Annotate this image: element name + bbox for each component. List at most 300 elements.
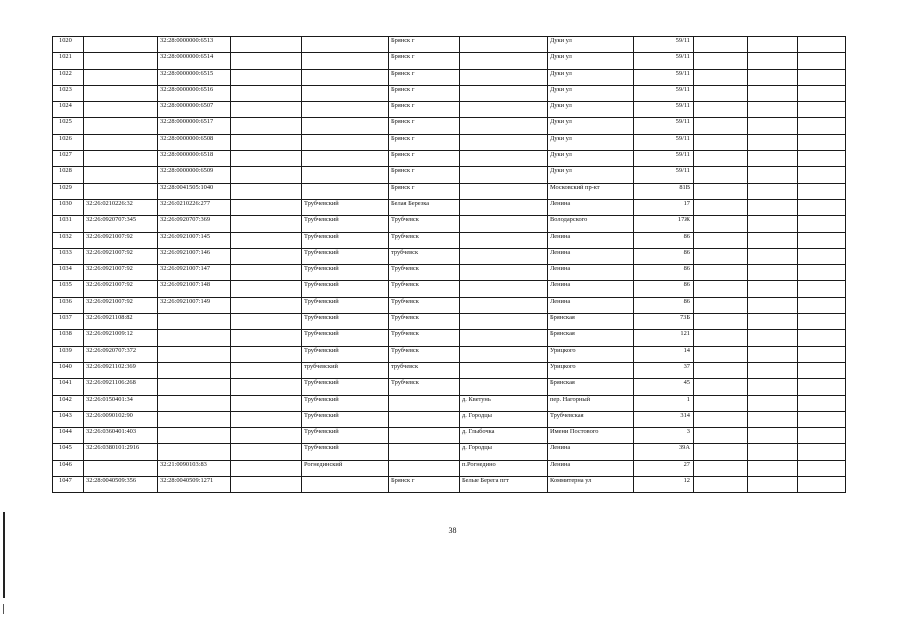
cadastral-number-1-cell: 32:26:0921007:92	[84, 297, 158, 313]
empty-cell	[748, 102, 798, 118]
empty-cell	[748, 444, 798, 460]
street-cell: Дуки ул	[548, 118, 634, 134]
empty-cell	[694, 167, 748, 183]
settlement-cell	[460, 314, 548, 330]
cadastral-number-2-cell	[158, 411, 231, 427]
column-3-cell	[231, 281, 302, 297]
cadastral-number-1-cell	[84, 167, 158, 183]
empty-cell	[748, 460, 798, 476]
register-table-container	[52, 36, 846, 493]
city-cell: Брянск г	[389, 102, 460, 118]
cadastral-number-2-cell: 32:28:0000000:6509	[158, 167, 231, 183]
cadastral-number-2-cell	[158, 346, 231, 362]
cadastral-number-1-cell	[84, 151, 158, 167]
table-row	[53, 53, 846, 69]
empty-cell	[798, 460, 846, 476]
cadastral-number-1-cell: 32:26:0380101:2916	[84, 444, 158, 460]
empty-cell	[798, 216, 846, 232]
empty-cell	[798, 232, 846, 248]
street-cell: Ленина	[548, 297, 634, 313]
empty-cell	[748, 53, 798, 69]
empty-cell	[694, 330, 748, 346]
district-cell: Трубчевский	[302, 379, 389, 395]
column-3-cell	[231, 53, 302, 69]
settlement-cell	[460, 151, 548, 167]
settlement-cell	[460, 232, 548, 248]
table-row	[53, 265, 846, 281]
empty-cell	[694, 281, 748, 297]
table-row	[53, 362, 846, 378]
empty-cell	[694, 199, 748, 215]
settlement-cell	[460, 69, 548, 85]
cadastral-number-2-cell: 32:26:0921007:146	[158, 248, 231, 264]
district-cell: Трубчевский	[302, 232, 389, 248]
settlement-cell: д. Глыбочка	[460, 428, 548, 444]
row-number-cell: 1044	[53, 428, 84, 444]
settlement-cell	[460, 330, 548, 346]
empty-cell	[798, 362, 846, 378]
column-3-cell	[231, 102, 302, 118]
cadastral-number-2-cell: 32:28:0000000:6514	[158, 53, 231, 69]
table-row	[53, 232, 846, 248]
house-number-cell: 86	[634, 232, 694, 248]
column-3-cell	[231, 199, 302, 215]
district-cell	[302, 118, 389, 134]
column-3-cell	[231, 183, 302, 199]
cadastral-number-2-cell: 32:26:0920707:369	[158, 216, 231, 232]
cadastral-number-1-cell: 32:26:0921007:92	[84, 248, 158, 264]
cadastral-number-2-cell: 32:26:0921007:147	[158, 265, 231, 281]
city-cell: Трубчевск	[389, 232, 460, 248]
empty-cell	[694, 248, 748, 264]
row-number-cell: 1039	[53, 346, 84, 362]
empty-cell	[748, 281, 798, 297]
house-number-cell: 86	[634, 281, 694, 297]
cadastral-number-1-cell	[84, 118, 158, 134]
table-row	[53, 297, 846, 313]
city-cell: Брянск г	[389, 134, 460, 150]
cadastral-number-1-cell: 32:26:0921108:82	[84, 314, 158, 330]
street-cell: Брянская	[548, 314, 634, 330]
empty-cell	[798, 314, 846, 330]
empty-cell	[694, 428, 748, 444]
empty-cell	[748, 167, 798, 183]
column-3-cell	[231, 69, 302, 85]
house-number-cell: 14	[634, 346, 694, 362]
city-cell: Брянск г	[389, 53, 460, 69]
empty-cell	[748, 183, 798, 199]
empty-cell	[694, 37, 748, 53]
table-row	[53, 134, 846, 150]
table-row	[53, 444, 846, 460]
house-number-cell: 59/11	[634, 102, 694, 118]
district-cell	[302, 53, 389, 69]
empty-cell	[694, 216, 748, 232]
row-number-cell: 1040	[53, 362, 84, 378]
empty-cell	[798, 118, 846, 134]
city-cell: Брянск г	[389, 37, 460, 53]
row-number-cell: 1033	[53, 248, 84, 264]
empty-cell	[694, 362, 748, 378]
table-row	[53, 314, 846, 330]
street-cell: Ленина	[548, 444, 634, 460]
empty-cell	[798, 53, 846, 69]
house-number-cell: 12	[634, 477, 694, 493]
house-number-cell: 59/11	[634, 151, 694, 167]
column-3-cell	[231, 477, 302, 493]
table-row	[53, 411, 846, 427]
empty-cell	[798, 428, 846, 444]
cadastral-number-2-cell	[158, 379, 231, 395]
street-cell: пер. Нагорный	[548, 395, 634, 411]
house-number-cell: 27	[634, 460, 694, 476]
street-cell: Дуки ул	[548, 37, 634, 53]
district-cell: Трубчевский	[302, 265, 389, 281]
city-cell: Трубчевск	[389, 265, 460, 281]
city-cell: Брянск г	[389, 85, 460, 101]
house-number-cell: 59/11	[634, 134, 694, 150]
table-row	[53, 281, 846, 297]
settlement-cell	[460, 281, 548, 297]
empty-cell	[748, 362, 798, 378]
empty-cell	[694, 460, 748, 476]
house-number-cell: 39А	[634, 444, 694, 460]
cadastral-number-1-cell: 32:26:0921007:92	[84, 281, 158, 297]
house-number-cell: 59/11	[634, 53, 694, 69]
table-row	[53, 151, 846, 167]
row-number-cell: 1026	[53, 134, 84, 150]
empty-cell	[798, 37, 846, 53]
column-3-cell	[231, 118, 302, 134]
empty-cell	[748, 297, 798, 313]
column-3-cell	[231, 330, 302, 346]
cadastral-number-2-cell	[158, 362, 231, 378]
district-cell: Трубчевский	[302, 346, 389, 362]
district-cell: Трубчевский	[302, 395, 389, 411]
row-number-cell: 1045	[53, 444, 84, 460]
house-number-cell: 59/11	[634, 167, 694, 183]
settlement-cell: д. Кветунь	[460, 395, 548, 411]
column-3-cell	[231, 411, 302, 427]
city-cell: Белая Березка	[389, 199, 460, 215]
column-3-cell	[231, 314, 302, 330]
empty-cell	[748, 199, 798, 215]
cadastral-number-1-cell	[84, 134, 158, 150]
street-cell: Брянская	[548, 330, 634, 346]
empty-cell	[694, 118, 748, 134]
row-number-cell: 1023	[53, 85, 84, 101]
column-3-cell	[231, 151, 302, 167]
district-cell: Трубчевский	[302, 297, 389, 313]
cadastral-number-1-cell: 32:26:0920707:372	[84, 346, 158, 362]
empty-cell	[694, 477, 748, 493]
scan-edge-mark	[3, 512, 5, 598]
row-number-cell: 1047	[53, 477, 84, 493]
street-cell: Дуки ул	[548, 53, 634, 69]
district-cell: Трубчевский	[302, 444, 389, 460]
table-row	[53, 346, 846, 362]
empty-cell	[694, 151, 748, 167]
row-number-cell: 1022	[53, 69, 84, 85]
empty-cell	[748, 314, 798, 330]
row-number-cell: 1031	[53, 216, 84, 232]
empty-cell	[798, 102, 846, 118]
table-row	[53, 330, 846, 346]
table-row	[53, 69, 846, 85]
empty-cell	[798, 151, 846, 167]
empty-cell	[748, 265, 798, 281]
cadastral-number-1-cell	[84, 69, 158, 85]
street-cell: Дуки ул	[548, 69, 634, 85]
row-number-cell: 1021	[53, 53, 84, 69]
district-cell	[302, 69, 389, 85]
empty-cell	[694, 183, 748, 199]
district-cell: Трубчевский	[302, 281, 389, 297]
empty-cell	[748, 248, 798, 264]
city-cell	[389, 411, 460, 427]
settlement-cell	[460, 216, 548, 232]
cadastral-number-2-cell: 32:28:0000000:6518	[158, 151, 231, 167]
empty-cell	[694, 379, 748, 395]
cadastral-number-1-cell: 32:26:0921007:92	[84, 265, 158, 281]
column-3-cell	[231, 248, 302, 264]
empty-cell	[694, 297, 748, 313]
city-cell: Брянск г	[389, 477, 460, 493]
street-cell: Ленина	[548, 199, 634, 215]
district-cell	[302, 102, 389, 118]
cadastral-number-2-cell: 32:21:0090103:83	[158, 460, 231, 476]
empty-cell	[798, 444, 846, 460]
table-row	[53, 428, 846, 444]
empty-cell	[798, 248, 846, 264]
row-number-cell: 1038	[53, 330, 84, 346]
street-cell: Ленина	[548, 232, 634, 248]
district-cell	[302, 37, 389, 53]
settlement-cell	[460, 199, 548, 215]
cadastral-number-1-cell	[84, 37, 158, 53]
table-row	[53, 167, 846, 183]
empty-cell	[748, 379, 798, 395]
column-3-cell	[231, 379, 302, 395]
empty-cell	[748, 330, 798, 346]
column-3-cell	[231, 85, 302, 101]
house-number-cell: 17Ж	[634, 216, 694, 232]
empty-cell	[694, 395, 748, 411]
column-3-cell	[231, 297, 302, 313]
empty-cell	[694, 314, 748, 330]
cadastral-number-2-cell: 32:28:0041505:1040	[158, 183, 231, 199]
city-cell: Брянск г	[389, 151, 460, 167]
row-number-cell: 1041	[53, 379, 84, 395]
street-cell: Московский пр-кт	[548, 183, 634, 199]
settlement-cell	[460, 102, 548, 118]
row-number-cell: 1046	[53, 460, 84, 476]
house-number-cell: 59/11	[634, 85, 694, 101]
register-table-body	[53, 37, 846, 493]
row-number-cell: 1027	[53, 151, 84, 167]
street-cell: Урицкого	[548, 362, 634, 378]
settlement-cell	[460, 183, 548, 199]
district-cell: Рогнединский	[302, 460, 389, 476]
cadastral-number-1-cell	[84, 102, 158, 118]
empty-cell	[748, 69, 798, 85]
cadastral-number-2-cell: 32:26:0921007:149	[158, 297, 231, 313]
city-cell: Брянск г	[389, 183, 460, 199]
street-cell: Дуки ул	[548, 102, 634, 118]
cadastral-number-2-cell	[158, 428, 231, 444]
column-3-cell	[231, 428, 302, 444]
cadastral-number-1-cell: 32:26:0921106:268	[84, 379, 158, 395]
empty-cell	[798, 199, 846, 215]
empty-cell	[748, 134, 798, 150]
cadastral-number-2-cell: 32:28:0040509:1271	[158, 477, 231, 493]
district-cell	[302, 134, 389, 150]
row-number-cell: 1035	[53, 281, 84, 297]
city-cell: трубчевск	[389, 248, 460, 264]
row-number-cell: 1020	[53, 37, 84, 53]
house-number-cell: 81В	[634, 183, 694, 199]
street-cell: Коммитерна ул	[548, 477, 634, 493]
street-cell: Дуки ул	[548, 134, 634, 150]
row-number-cell: 1043	[53, 411, 84, 427]
empty-cell	[798, 69, 846, 85]
row-number-cell: 1024	[53, 102, 84, 118]
district-cell	[302, 477, 389, 493]
district-cell	[302, 183, 389, 199]
empty-cell	[748, 395, 798, 411]
city-cell: Трубчевск	[389, 330, 460, 346]
row-number-cell: 1037	[53, 314, 84, 330]
table-row	[53, 183, 846, 199]
row-number-cell: 1036	[53, 297, 84, 313]
cadastral-number-2-cell: 32:28:0000000:6508	[158, 134, 231, 150]
street-cell: Имени Постового	[548, 428, 634, 444]
table-row	[53, 199, 846, 215]
district-cell: Трубчевский	[302, 199, 389, 215]
cadastral-number-1-cell	[84, 460, 158, 476]
row-number-cell: 1032	[53, 232, 84, 248]
city-cell	[389, 395, 460, 411]
empty-cell	[694, 134, 748, 150]
city-cell: Трубчевск	[389, 216, 460, 232]
cadastral-number-1-cell: 32:26:0090102:90	[84, 411, 158, 427]
cadastral-number-2-cell	[158, 395, 231, 411]
table-row	[53, 460, 846, 476]
house-number-cell: 45	[634, 379, 694, 395]
district-cell: Трубчевский	[302, 411, 389, 427]
city-cell: Трубчевск	[389, 297, 460, 313]
cadastral-number-2-cell	[158, 314, 231, 330]
empty-cell	[798, 281, 846, 297]
column-3-cell	[231, 216, 302, 232]
district-cell: Трубчевский	[302, 216, 389, 232]
empty-cell	[694, 69, 748, 85]
city-cell: трубчевск	[389, 362, 460, 378]
empty-cell	[748, 411, 798, 427]
empty-cell	[694, 232, 748, 248]
column-3-cell	[231, 444, 302, 460]
cadastral-number-2-cell: 32:26:0921007:148	[158, 281, 231, 297]
settlement-cell: Белые Берега пгт	[460, 477, 548, 493]
empty-cell	[798, 85, 846, 101]
street-cell: Володарского	[548, 216, 634, 232]
register-table	[52, 36, 846, 493]
empty-cell	[694, 85, 748, 101]
column-3-cell	[231, 362, 302, 378]
settlement-cell: д. Городцы	[460, 444, 548, 460]
empty-cell	[694, 411, 748, 427]
empty-cell	[798, 183, 846, 199]
house-number-cell: 37	[634, 362, 694, 378]
row-number-cell: 1025	[53, 118, 84, 134]
cadastral-number-2-cell: 32:26:0921007:145	[158, 232, 231, 248]
street-cell: Дуки ул	[548, 85, 634, 101]
table-row	[53, 118, 846, 134]
settlement-cell: п.Рогнедино	[460, 460, 548, 476]
house-number-cell: 59/11	[634, 118, 694, 134]
settlement-cell	[460, 167, 548, 183]
empty-cell	[748, 37, 798, 53]
cadastral-number-2-cell: 32:28:0000000:6517	[158, 118, 231, 134]
table-row	[53, 379, 846, 395]
table-row	[53, 395, 846, 411]
row-number-cell: 1028	[53, 167, 84, 183]
empty-cell	[748, 232, 798, 248]
column-3-cell	[231, 460, 302, 476]
city-cell	[389, 428, 460, 444]
street-cell: Ленина	[548, 281, 634, 297]
cadastral-number-2-cell: 32:28:0000000:6515	[158, 69, 231, 85]
house-number-cell: 17	[634, 199, 694, 215]
empty-cell	[694, 444, 748, 460]
house-number-cell: 86	[634, 248, 694, 264]
house-number-cell: 86	[634, 265, 694, 281]
empty-cell	[798, 411, 846, 427]
house-number-cell: 86	[634, 297, 694, 313]
table-row	[53, 248, 846, 264]
settlement-cell	[460, 85, 548, 101]
house-number-cell: 121	[634, 330, 694, 346]
cadastral-number-1-cell	[84, 85, 158, 101]
empty-cell	[694, 102, 748, 118]
row-number-cell: 1034	[53, 265, 84, 281]
column-3-cell	[231, 265, 302, 281]
cadastral-number-1-cell: 32:26:0921102:369	[84, 362, 158, 378]
house-number-cell: 1	[634, 395, 694, 411]
settlement-cell	[460, 248, 548, 264]
settlement-cell	[460, 53, 548, 69]
street-cell: Ленина	[548, 265, 634, 281]
cadastral-number-1-cell: 32:26:0920707:345	[84, 216, 158, 232]
settlement-cell	[460, 297, 548, 313]
cadastral-number-1-cell	[84, 183, 158, 199]
row-number-cell: 1029	[53, 183, 84, 199]
house-number-cell: 59/11	[634, 37, 694, 53]
street-cell: Дуки ул	[548, 167, 634, 183]
cadastral-number-2-cell: 32:28:0000000:6516	[158, 85, 231, 101]
district-cell: Трубчевский	[302, 428, 389, 444]
empty-cell	[694, 265, 748, 281]
empty-cell	[798, 379, 846, 395]
table-row	[53, 216, 846, 232]
table-row	[53, 102, 846, 118]
settlement-cell	[460, 37, 548, 53]
empty-cell	[748, 428, 798, 444]
city-cell: Брянск г	[389, 118, 460, 134]
empty-cell	[798, 265, 846, 281]
street-cell: Дуки ул	[548, 151, 634, 167]
row-number-cell: 1042	[53, 395, 84, 411]
